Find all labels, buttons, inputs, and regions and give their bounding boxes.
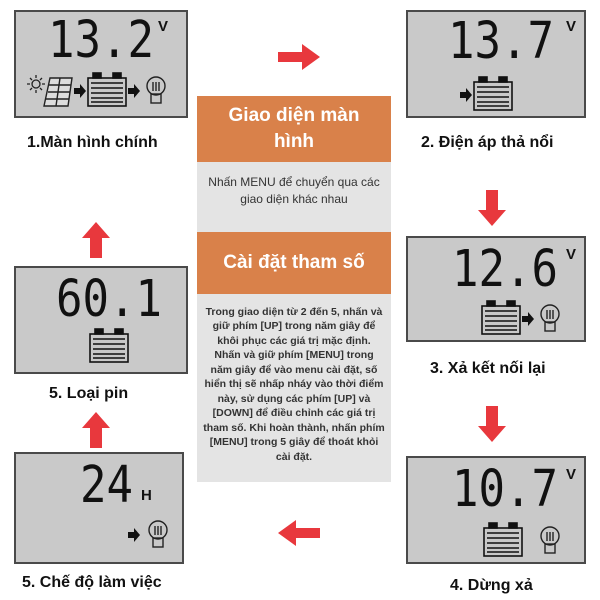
caption-mode: 5. Chế độ làm việc (22, 574, 162, 591)
lcd-reconnect-value: 12.6 (452, 240, 558, 299)
caption-main: 1.Màn hình chính (27, 134, 158, 151)
arrow-right-icon (128, 528, 140, 542)
lcd-stop-unit: V (566, 466, 577, 483)
bulb-icon (541, 527, 559, 553)
arrow-left-icon (278, 520, 320, 546)
sun-icon (27, 75, 45, 93)
menu-switch-note: Nhấn MENU để chuyển qua các giao diện khác nhau (208, 175, 380, 207)
lcd-main-value: 13.2 (48, 11, 154, 70)
arrow-right-icon (460, 88, 472, 102)
bulb-icon (147, 77, 165, 103)
bulb-icon (149, 521, 167, 547)
arrow-up-icon (82, 412, 110, 448)
arrow-down-icon (478, 406, 506, 442)
bulb-icon (541, 305, 559, 331)
arrow-right-icon (278, 44, 320, 70)
solar-panel-icon (44, 78, 72, 106)
lcd-float-value: 13.7 (448, 12, 554, 71)
caption-stop: 4. Dừng xả (450, 577, 533, 594)
arrow-right-icon (522, 312, 534, 326)
lcd-mode-unit: H (141, 487, 152, 504)
caption-float: 2. Điện áp thả nổi (421, 134, 554, 151)
lcd-battery-type-value: 60.1 (56, 270, 162, 329)
battery-icon (474, 77, 512, 110)
lcd-main-unit: V (158, 18, 169, 35)
arrow-right-icon (128, 84, 140, 98)
battery-icon (88, 73, 126, 106)
lcd-mode-value: 24 (80, 456, 133, 515)
battery-icon (482, 301, 520, 334)
caption-reconnect: 3. Xả kết nối lại (430, 360, 546, 377)
battery-icon (90, 329, 128, 362)
parameter-settings-note: Trong giao diện từ 2 đến 5, nhấn và giữ phím [UP] trong năm giây để khôi phục các giá trị mặc định. Nhấn và giữ phím [MENU] trong năm giây để vào menu cài đặt, số hiển thị sẽ nhấp nháy vào thời điểm này, sử dụng các phím [UP] và [DOWN] để điều chỉnh các giá trị tham số. Khi hoàn thành, nhấn phím [MENU] trong 5 giây để thoát khỏi cài đặt. (203, 306, 385, 463)
arrow-up-icon (82, 222, 110, 258)
battery-icon (484, 523, 522, 556)
lcd-reconnect-unit: V (566, 246, 577, 263)
arrow-right-icon (74, 84, 86, 98)
parameter-settings-title: Cài đặt tham số (197, 232, 391, 294)
caption-battery-type: 5. Loại pin (49, 385, 129, 402)
arrow-down-icon (478, 190, 506, 226)
display-interface-title: Giao diện màn hình (197, 96, 391, 162)
lcd-stop-value: 10.7 (452, 460, 558, 519)
lcd-float-unit: V (566, 18, 577, 35)
